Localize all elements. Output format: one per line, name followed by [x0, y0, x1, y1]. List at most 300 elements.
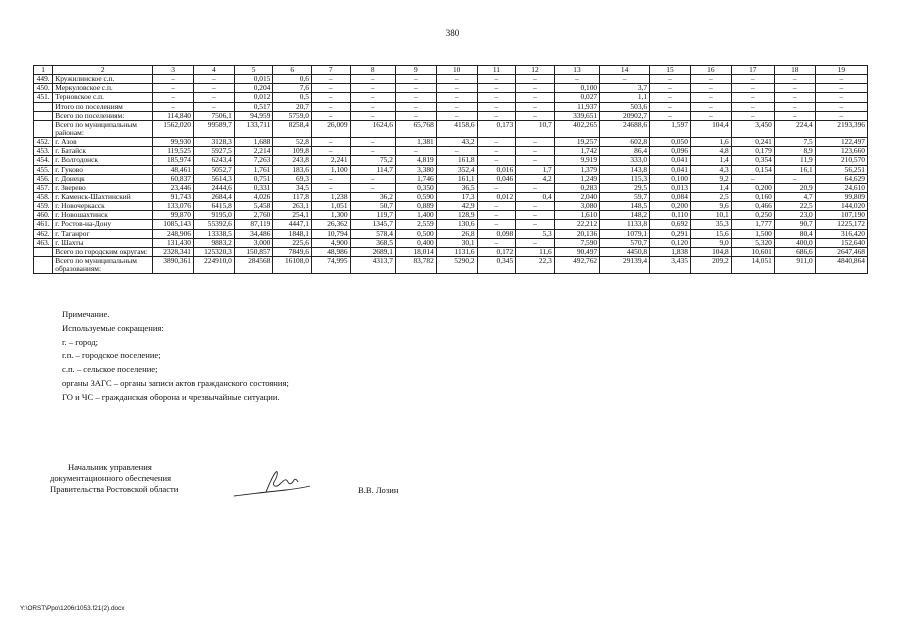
- table-row: [34, 247, 868, 256]
- table-cell: 8,9: [774, 147, 815, 156]
- table-cell: 1,597: [650, 120, 691, 137]
- row-name: Терновское с.п.: [53, 93, 153, 102]
- table-cell: 3,000: [234, 238, 273, 247]
- table-cell: 3890,361: [153, 256, 194, 273]
- table-cell: 0,120: [650, 238, 691, 247]
- table-cell: 0,100: [554, 84, 599, 93]
- table-cell: 578,4: [350, 229, 395, 238]
- table-row: [34, 156, 868, 165]
- row-number: [34, 247, 53, 256]
- table-cell: 29139,4: [600, 256, 650, 273]
- table-cell: –: [731, 75, 774, 84]
- table-cell: 0,6: [273, 75, 312, 84]
- row-name: Всего по муниципальным районам:: [53, 120, 153, 137]
- table-cell: 7,5: [774, 138, 815, 147]
- table-cell: 10,1: [690, 211, 731, 220]
- row-name: Итого по поселениям: [53, 102, 153, 111]
- table-cell: 0,4: [516, 192, 555, 201]
- table-cell: 2328,341: [153, 247, 194, 256]
- table-cell: 911,0: [774, 256, 815, 273]
- table-row: [34, 211, 868, 220]
- table-row: [34, 75, 868, 84]
- table-cell: 333,0: [600, 156, 650, 165]
- row-name: г. Донецк: [53, 174, 153, 183]
- table-cell: 74,995: [311, 256, 350, 273]
- table-cell: 0,204: [234, 84, 273, 93]
- table-cell: –: [436, 93, 477, 102]
- signer-name: В.В. Лозин: [358, 485, 399, 495]
- table-cell: –: [350, 102, 395, 111]
- table-cell: 16108,0: [273, 256, 312, 273]
- table-cell: 0,751: [234, 174, 273, 183]
- table-cell: –: [554, 75, 599, 84]
- table-cell: –: [436, 102, 477, 111]
- table-cell: 6415,8: [193, 202, 234, 211]
- table-cell: 23,0: [774, 211, 815, 220]
- table-cell: 5,458: [234, 202, 273, 211]
- table-cell: 133,711: [234, 120, 273, 137]
- table-row: [34, 147, 868, 156]
- table-cell: 4450,8: [600, 247, 650, 256]
- column-header: 19: [815, 66, 867, 75]
- table-cell: 352,4: [436, 165, 477, 174]
- table-cell: –: [516, 138, 555, 147]
- table-cell: –: [516, 211, 555, 220]
- table-cell: 11,6: [516, 247, 555, 256]
- row-name: г. Таганрог: [53, 229, 153, 238]
- table-cell: –: [311, 75, 350, 84]
- row-number: 456.: [34, 174, 53, 183]
- table-cell: 4,2: [516, 174, 555, 183]
- table-cell: 1,300: [311, 211, 350, 220]
- table-cell: –: [516, 75, 555, 84]
- table-cell: 24688,6: [600, 120, 650, 137]
- table-cell: –: [650, 102, 691, 111]
- table-cell: 0,016: [477, 165, 516, 174]
- row-number: [34, 120, 53, 137]
- row-name: Всего по городским округам:: [53, 247, 153, 256]
- table-cell: 224910,0: [193, 256, 234, 273]
- table-row: [34, 192, 868, 201]
- row-number: 462.: [34, 229, 53, 238]
- table-cell: 144,020: [815, 202, 867, 211]
- table-cell: 9,2: [690, 174, 731, 183]
- table-cell: 7,263: [234, 156, 273, 165]
- notes-line: ГО и ЧС – гражданская оборона и чрезвычайные ситуации.: [62, 391, 280, 402]
- table-cell: 602,8: [600, 138, 650, 147]
- table-cell: 64,629: [815, 174, 867, 183]
- table-cell: 0,154: [731, 165, 774, 174]
- row-number: [34, 111, 53, 120]
- table-cell: 1,610: [554, 211, 599, 220]
- row-number: 459.: [34, 202, 53, 211]
- table-row: [34, 93, 868, 102]
- row-name: г. Волгодонск: [53, 156, 153, 165]
- row-number: 460.: [34, 211, 53, 220]
- table-cell: 0,400: [395, 238, 436, 247]
- table-cell: –: [193, 75, 234, 84]
- table-cell: 23,446: [153, 183, 194, 192]
- table-cell: 0,283: [554, 183, 599, 192]
- table-row: [34, 238, 868, 247]
- table-cell: 114,7: [350, 165, 395, 174]
- table-cell: 0,027: [554, 93, 599, 102]
- table-cell: –: [516, 156, 555, 165]
- table-cell: 3,080: [554, 202, 599, 211]
- table-cell: 1,500: [731, 229, 774, 238]
- table-cell: 8258,4: [273, 120, 312, 137]
- table-cell: 5,3: [516, 229, 555, 238]
- table-row: [34, 111, 868, 120]
- table-cell: –: [477, 220, 516, 229]
- table-row: [34, 183, 868, 192]
- table-cell: 5,320: [731, 238, 774, 247]
- table-cell: 1,6: [690, 138, 731, 147]
- handwritten-signature: [228, 468, 318, 502]
- table-cell: 0,041: [650, 156, 691, 165]
- table-cell: –: [477, 202, 516, 211]
- row-number: 450.: [34, 84, 53, 93]
- table-cell: 3,7: [600, 84, 650, 93]
- table-cell: 122,497: [815, 138, 867, 147]
- table-cell: –: [477, 238, 516, 247]
- table-cell: 4447,1: [273, 220, 312, 229]
- table-cell: 0,012: [477, 192, 516, 201]
- table-cell: –: [193, 93, 234, 102]
- row-name: г. Гуково: [53, 165, 153, 174]
- row-name: г. Батайск: [53, 147, 153, 156]
- table-cell: 11,937: [554, 102, 599, 111]
- table-cell: –: [477, 183, 516, 192]
- table-cell: 9,919: [554, 156, 599, 165]
- row-name: г. Ростов-на-Дону: [53, 220, 153, 229]
- table-cell: 114,840: [153, 111, 194, 120]
- table-cell: 125320,3: [193, 247, 234, 256]
- table-cell: 20902,7: [600, 111, 650, 120]
- table-row: [34, 220, 868, 229]
- column-header: 4: [193, 66, 234, 75]
- table-cell: –: [774, 111, 815, 120]
- table-cell: 11,9: [774, 156, 815, 165]
- table-cell: 22,5: [774, 202, 815, 211]
- table-cell: 4,900: [311, 238, 350, 247]
- table-cell: 1085,143: [153, 220, 194, 229]
- table-cell: 1,1: [600, 93, 650, 102]
- table-cell: 86,4: [600, 147, 650, 156]
- table-cell: 20,9: [774, 183, 815, 192]
- table-cell: 104,8: [690, 247, 731, 256]
- table-cell: –: [477, 111, 516, 120]
- table-cell: 1131,6: [436, 247, 477, 256]
- table-cell: 87,119: [234, 220, 273, 229]
- table-cell: 1624,6: [350, 120, 395, 137]
- table-cell: 90,497: [554, 247, 599, 256]
- table-cell: –: [731, 174, 774, 183]
- table-cell: 34,486: [234, 229, 273, 238]
- table-cell: 99,930: [153, 138, 194, 147]
- table-cell: 9883,2: [193, 238, 234, 247]
- row-number: [34, 102, 53, 111]
- table-cell: 91,743: [153, 192, 194, 201]
- table-cell: 0,200: [650, 202, 691, 211]
- table-cell: –: [311, 111, 350, 120]
- table-body: [34, 66, 868, 274]
- table-cell: 0,500: [395, 229, 436, 238]
- table-cell: 1,742: [554, 147, 599, 156]
- table-cell: –: [815, 111, 867, 120]
- table-cell: –: [350, 138, 395, 147]
- table-cell: –: [153, 102, 194, 111]
- table-cell: 5614,3: [193, 174, 234, 183]
- row-number: 455.: [34, 165, 53, 174]
- table-row: [34, 84, 868, 93]
- table-cell: 9,0: [690, 238, 731, 247]
- table-cell: 1,746: [395, 174, 436, 183]
- table-cell: –: [815, 84, 867, 93]
- table-cell: 35,3: [690, 220, 731, 229]
- table-cell: 1,4: [690, 156, 731, 165]
- table-row: [34, 120, 868, 137]
- table-cell: –: [477, 75, 516, 84]
- table-cell: –: [774, 102, 815, 111]
- table-cell: 492,762: [554, 256, 599, 273]
- table-cell: –: [690, 102, 731, 111]
- column-header: 13: [554, 66, 599, 75]
- row-number: 461.: [34, 220, 53, 229]
- table-cell: 26,009: [311, 120, 350, 137]
- table-cell: 4840,864: [815, 256, 867, 273]
- notes-line: органы ЗАГС – органы записи актов гражданского состояния;: [62, 377, 289, 388]
- row-name: Кружилинское с.п.: [53, 75, 153, 84]
- table-cell: 29,5: [600, 183, 650, 192]
- table-cell: 1,238: [311, 192, 350, 201]
- table-cell: 48,986: [311, 247, 350, 256]
- table-cell: 36,2: [350, 192, 395, 201]
- row-name: г. Новочеркасск: [53, 202, 153, 211]
- table-cell: 2647,468: [815, 247, 867, 256]
- table-cell: –: [436, 84, 477, 93]
- table-cell: –: [477, 138, 516, 147]
- table-cell: 0,012: [234, 93, 273, 102]
- table-cell: 0,050: [650, 138, 691, 147]
- table-row: [34, 229, 868, 238]
- table-cell: 3,450: [731, 120, 774, 137]
- table-cell: 99,809: [815, 192, 867, 201]
- table-cell: 263,1: [273, 202, 312, 211]
- table-cell: –: [350, 75, 395, 84]
- table-cell: –: [516, 238, 555, 247]
- table-cell: –: [650, 84, 691, 93]
- table-cell: 65,768: [395, 120, 436, 137]
- signature-block: [50, 462, 178, 496]
- table-cell: –: [650, 75, 691, 84]
- row-number: 458.: [34, 192, 53, 201]
- table-cell: 17,3: [436, 192, 477, 201]
- table-cell: 42,9: [436, 202, 477, 211]
- table-cell: –: [477, 84, 516, 93]
- table-cell: –: [477, 93, 516, 102]
- table-cell: –: [436, 111, 477, 120]
- table-cell: 2444,6: [193, 183, 234, 192]
- table-cell: 7,6: [273, 84, 312, 93]
- table-cell: 3,435: [650, 256, 691, 273]
- table-cell: 1,379: [554, 165, 599, 174]
- row-name: г. Зверево: [53, 183, 153, 192]
- table-cell: 4,819: [395, 156, 436, 165]
- table-header-row: [34, 66, 868, 75]
- table-cell: 133,076: [153, 202, 194, 211]
- notes-line: г. – город;: [62, 336, 99, 347]
- row-name: г. Азов: [53, 138, 153, 147]
- column-header: 2: [53, 66, 153, 75]
- file-path: Y:\ORST\Ppo\1206r1053.f21(2).docx: [20, 605, 125, 612]
- table-cell: 90,7: [774, 220, 815, 229]
- table-cell: –: [311, 102, 350, 111]
- row-name: Меркуловское с.п.: [53, 84, 153, 93]
- table-cell: 1,4: [690, 183, 731, 192]
- table-cell: 0,590: [395, 192, 436, 201]
- table-cell: 117,8: [273, 192, 312, 201]
- table-cell: –: [650, 111, 691, 120]
- table-cell: 14,051: [731, 256, 774, 273]
- table-cell: 316,420: [815, 229, 867, 238]
- table-cell: 1,400: [395, 211, 436, 220]
- table-cell: 686,6: [774, 247, 815, 256]
- row-name: г. Шахты: [53, 238, 153, 247]
- row-number: 454.: [34, 156, 53, 165]
- table-cell: 254,1: [273, 211, 312, 220]
- table-cell: 0,179: [731, 147, 774, 156]
- column-header: 15: [650, 66, 691, 75]
- table-cell: 0,517: [234, 102, 273, 111]
- table-row: [34, 165, 868, 174]
- table-cell: 0,692: [650, 220, 691, 229]
- table-cell: –: [690, 93, 731, 102]
- table-cell: 5759,0: [273, 111, 312, 120]
- table-cell: 26,362: [311, 220, 350, 229]
- table-cell: 130,6: [436, 220, 477, 229]
- table-cell: 4313,7: [350, 256, 395, 273]
- table-cell: 30,1: [436, 238, 477, 247]
- table-cell: 1,761: [234, 165, 273, 174]
- table-cell: 1345,7: [350, 220, 395, 229]
- column-header: 9: [395, 66, 436, 75]
- table-cell: 2193,396: [815, 120, 867, 137]
- table-cell: 2,241: [311, 156, 350, 165]
- row-number: 449.: [34, 75, 53, 84]
- table-cell: 34,5: [273, 183, 312, 192]
- table-cell: –: [516, 147, 555, 156]
- column-header: 18: [774, 66, 815, 75]
- table-cell: 15,6: [690, 229, 731, 238]
- table-cell: 2689,1: [350, 247, 395, 256]
- table-cell: –: [350, 93, 395, 102]
- table-cell: –: [436, 147, 477, 156]
- table-cell: –: [516, 220, 555, 229]
- notes-line: с.п. – сельское поселение;: [62, 364, 158, 374]
- table-cell: 119,525: [153, 147, 194, 156]
- column-header: 5: [234, 66, 273, 75]
- table-cell: 10,794: [311, 229, 350, 238]
- table-cell: –: [477, 102, 516, 111]
- table-cell: –: [650, 93, 691, 102]
- table-cell: 20,7: [273, 102, 312, 111]
- table-cell: 1,7: [516, 165, 555, 174]
- table-cell: 210,570: [815, 156, 867, 165]
- table-cell: 3128,3: [193, 138, 234, 147]
- table-cell: 284568: [234, 256, 273, 273]
- table-cell: 2684,4: [193, 192, 234, 201]
- table-cell: –: [516, 202, 555, 211]
- table-cell: 50,7: [350, 202, 395, 211]
- table-cell: 148,2: [600, 211, 650, 220]
- notes-title: Примечание.: [62, 309, 110, 319]
- table-cell: 339,651: [554, 111, 599, 120]
- table-cell: –: [311, 84, 350, 93]
- table-cell: –: [193, 84, 234, 93]
- table-cell: 570,7: [600, 238, 650, 247]
- table-cell: 1,381: [395, 138, 436, 147]
- table-cell: –: [600, 75, 650, 84]
- signer-position-line1: Начальник управления: [68, 462, 152, 472]
- column-header: 1: [34, 66, 53, 75]
- table-cell: 2,5: [690, 192, 731, 201]
- table-cell: 0,291: [650, 229, 691, 238]
- signer-position-line2: документационного обеспечения: [50, 473, 172, 484]
- table-cell: 1,688: [234, 138, 273, 147]
- table-cell: 0,013: [650, 183, 691, 192]
- column-header: 10: [436, 66, 477, 75]
- table-cell: 4,7: [774, 192, 815, 201]
- table-cell: 400,0: [774, 238, 815, 247]
- table-cell: 224,4: [774, 120, 815, 137]
- table-cell: 24,610: [815, 183, 867, 192]
- table-cell: –: [311, 183, 350, 192]
- table-cell: 0,354: [731, 156, 774, 165]
- table-cell: 16,1: [774, 165, 815, 174]
- table-cell: 209,2: [690, 256, 731, 273]
- table-cell: –: [436, 75, 477, 84]
- table-cell: 128,9: [436, 211, 477, 220]
- row-number: 451.: [34, 93, 53, 102]
- table-cell: 0,041: [650, 165, 691, 174]
- table-cell: –: [350, 174, 395, 183]
- table-cell: –: [516, 84, 555, 93]
- table-cell: 9,6: [690, 202, 731, 211]
- table-cell: –: [774, 75, 815, 84]
- table-cell: 0,046: [477, 174, 516, 183]
- table-cell: 161,1: [436, 174, 477, 183]
- table-cell: –: [350, 183, 395, 192]
- table-cell: 22,3: [516, 256, 555, 273]
- table-row: [34, 256, 868, 273]
- table-cell: –: [311, 93, 350, 102]
- table-cell: 1,249: [554, 174, 599, 183]
- table-cell: 4,026: [234, 192, 273, 201]
- table-cell: –: [815, 93, 867, 102]
- table-cell: 26,8: [436, 229, 477, 238]
- table-cell: 99589,7: [193, 120, 234, 137]
- table-cell: 13338,5: [193, 229, 234, 238]
- table-cell: 503,6: [600, 102, 650, 111]
- table-cell: –: [731, 102, 774, 111]
- table-cell: 1562,020: [153, 120, 194, 137]
- table-cell: –: [774, 93, 815, 102]
- table-cell: 6243,4: [193, 156, 234, 165]
- table-cell: –: [774, 84, 815, 93]
- page-number: 380: [445, 28, 460, 38]
- table-cell: 60,837: [153, 174, 194, 183]
